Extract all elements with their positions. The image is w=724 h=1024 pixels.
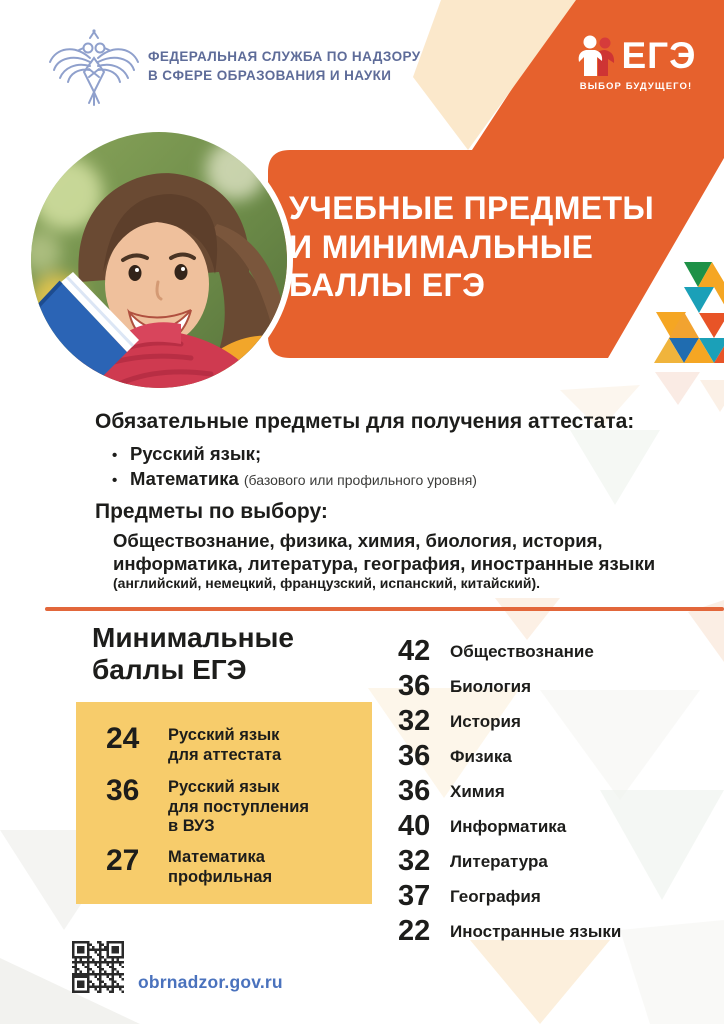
list-item: 36 Физика (398, 740, 512, 772)
min-scores-heading: Минимальные баллы ЕГЭ (92, 622, 294, 685)
mandatory-item1: Русский язык; (130, 443, 262, 464)
list-item: 42 Обществознание (398, 635, 594, 667)
optional-heading: Предметы по выбору: (95, 500, 328, 523)
optional-line1: Обществознание, физика, химия, биология, история, (113, 530, 603, 551)
ege-slogan: ВЫБОР БУДУЩЕГО! (579, 81, 693, 92)
list-item: 32 Литература (398, 845, 548, 877)
student-photo (25, 126, 293, 394)
optional-languages-note: (английский, немецкий, французский, испанский, китайский). (113, 575, 541, 591)
rosobrnadzor-eagle-icon (46, 28, 142, 110)
list-item (112, 442, 477, 467)
qr-code (72, 941, 124, 993)
list-item: 40 Информатика (398, 810, 567, 842)
score-label: Русский язык для аттестата (168, 726, 282, 764)
bullet-icon: • (112, 447, 118, 464)
agency-name-line2: В СФЕРЕ ОБРАЗОВАНИЯ И НАУКИ (148, 68, 392, 83)
list-item: 37 География (398, 880, 541, 912)
mandatory-item2: Математика (базового или профильного уровня) (130, 468, 477, 489)
ege-people-icon (576, 34, 618, 78)
bullet-icon: • (112, 472, 118, 489)
list-item: 22 Иностранные языки (398, 915, 622, 947)
score-value: 36 (106, 774, 140, 807)
mandatory-heading: Обязательные предметы для получения аттестата: (95, 410, 635, 433)
subject-scores-list (398, 634, 718, 949)
score-value: 27 (106, 844, 140, 877)
score-value: 24 (106, 722, 140, 755)
poster-title-line2: И МИНИМАЛЬНЫЕ (289, 228, 594, 265)
list-item: 36 Биология (398, 670, 532, 702)
table-row (106, 776, 309, 837)
ege-logo (566, 34, 706, 92)
list-item: 36 Химия (398, 775, 505, 807)
mandatory-list (112, 442, 477, 492)
highlight-scores-box (76, 702, 372, 904)
agency-name (148, 47, 421, 85)
poster-title-line1: УЧЕБНЫЕ ПРЕДМЕТЫ (289, 190, 655, 226)
poster-title-line3: БАЛЛЫ ЕГЭ (289, 267, 486, 303)
agency-name-line1: ФЕДЕРАЛЬНАЯ СЛУЖБА ПО НАДЗОРУ (148, 49, 421, 64)
list-item: 32 История (398, 705, 521, 737)
triangle-mosaic (654, 262, 724, 363)
score-label: Русский язык для поступления в ВУЗ (168, 778, 309, 835)
score-label: Математика профильная (168, 848, 273, 886)
optional-line2: информатика, литература, география, иностранные языки (113, 552, 656, 574)
ege-logo-text: ЕГЭ (621, 35, 697, 76)
table-row (106, 724, 281, 765)
divider-line (45, 607, 724, 611)
poster-title (289, 189, 654, 305)
optional-subjects (113, 530, 655, 592)
website-link[interactable]: obrnadzor.gov.ru (138, 972, 283, 992)
list-item (112, 467, 477, 492)
mandatory-item2-note: (базового или профильного уровня) (243, 472, 477, 488)
table-row (106, 846, 272, 887)
